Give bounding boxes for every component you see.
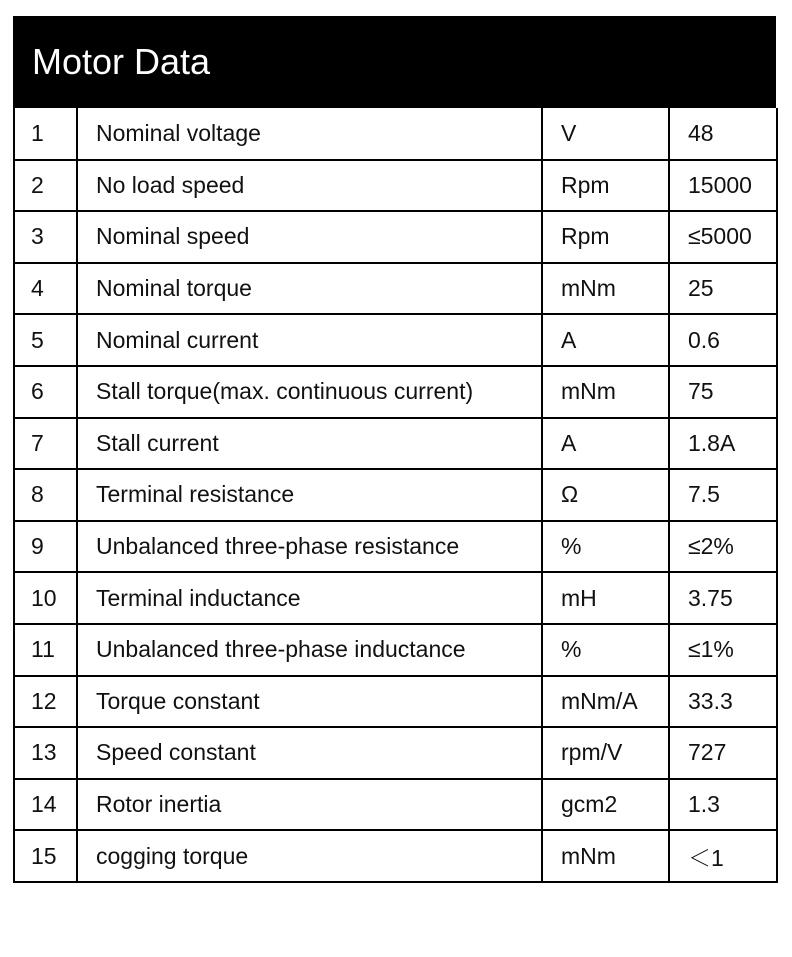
unit-cell: mH bbox=[542, 572, 669, 624]
row-number: 15 bbox=[14, 830, 77, 882]
row-number: 10 bbox=[14, 572, 77, 624]
unit-cell: Rpm bbox=[542, 160, 669, 212]
unit-cell: mNm bbox=[542, 830, 669, 882]
motor-data-table bbox=[13, 16, 776, 883]
value-cell: 75 bbox=[669, 366, 777, 418]
parameter-name: Stall current bbox=[77, 418, 542, 470]
value-cell: 1.3 bbox=[669, 779, 777, 831]
parameter-name: No load speed bbox=[77, 160, 542, 212]
value-cell: 33.3 bbox=[669, 676, 777, 728]
value-cell: ≤5000 bbox=[669, 211, 777, 263]
value-cell: 3.75 bbox=[669, 572, 777, 624]
motor-spec-grid bbox=[13, 108, 778, 883]
table-row bbox=[14, 521, 777, 573]
row-number: 4 bbox=[14, 263, 77, 315]
parameter-name: Terminal resistance bbox=[77, 469, 542, 521]
unit-cell: V bbox=[542, 108, 669, 160]
row-number: 5 bbox=[14, 314, 77, 366]
value-cell: 15000 bbox=[669, 160, 777, 212]
parameter-name: Unbalanced three-phase resistance bbox=[77, 521, 542, 573]
table-row bbox=[14, 624, 777, 676]
row-number: 13 bbox=[14, 727, 77, 779]
parameter-name: Nominal torque bbox=[77, 263, 542, 315]
value-cell: 0.6 bbox=[669, 314, 777, 366]
row-number: 11 bbox=[14, 624, 77, 676]
unit-cell: Rpm bbox=[542, 211, 669, 263]
value-cell: 48 bbox=[669, 108, 777, 160]
table-header bbox=[13, 16, 776, 108]
value-cell: 7.5 bbox=[669, 469, 777, 521]
table-row bbox=[14, 366, 777, 418]
parameter-name: Nominal voltage bbox=[77, 108, 542, 160]
unit-cell: gcm2 bbox=[542, 779, 669, 831]
parameter-name: Nominal current bbox=[77, 314, 542, 366]
table-title: Motor Data bbox=[32, 41, 211, 82]
parameter-name: Unbalanced three-phase inductance bbox=[77, 624, 542, 676]
table-row bbox=[14, 314, 777, 366]
unit-cell: A bbox=[542, 418, 669, 470]
value-cell: ≤1% bbox=[669, 624, 777, 676]
table-row bbox=[14, 418, 777, 470]
parameter-name: Terminal inductance bbox=[77, 572, 542, 624]
table-row bbox=[14, 727, 777, 779]
value-cell: 727 bbox=[669, 727, 777, 779]
unit-cell: mNm bbox=[542, 366, 669, 418]
parameter-name: Speed constant bbox=[77, 727, 542, 779]
table-body bbox=[14, 108, 777, 882]
unit-cell: rpm/V bbox=[542, 727, 669, 779]
table-row bbox=[14, 676, 777, 728]
table-row bbox=[14, 108, 777, 160]
value-cell: 1.8A bbox=[669, 418, 777, 470]
table-row bbox=[14, 572, 777, 624]
row-number: 2 bbox=[14, 160, 77, 212]
table-row bbox=[14, 263, 777, 315]
table-row bbox=[14, 779, 777, 831]
row-number: 7 bbox=[14, 418, 77, 470]
parameter-name: cogging torque bbox=[77, 830, 542, 882]
value-cell: 25 bbox=[669, 263, 777, 315]
row-number: 12 bbox=[14, 676, 77, 728]
unit-cell: mNm bbox=[542, 263, 669, 315]
row-number: 3 bbox=[14, 211, 77, 263]
unit-cell: % bbox=[542, 624, 669, 676]
parameter-name: Rotor inertia bbox=[77, 779, 542, 831]
value-cell: ≤2% bbox=[669, 521, 777, 573]
table-row bbox=[14, 469, 777, 521]
table-row bbox=[14, 211, 777, 263]
row-number: 14 bbox=[14, 779, 77, 831]
row-number: 6 bbox=[14, 366, 77, 418]
table-row bbox=[14, 830, 777, 882]
unit-cell: % bbox=[542, 521, 669, 573]
unit-cell: Ω bbox=[542, 469, 669, 521]
parameter-name: Stall torque(max. continuous current) bbox=[77, 366, 542, 418]
row-number: 8 bbox=[14, 469, 77, 521]
parameter-name: Torque constant bbox=[77, 676, 542, 728]
table-row bbox=[14, 160, 777, 212]
parameter-name: Nominal speed bbox=[77, 211, 542, 263]
row-number: 1 bbox=[14, 108, 77, 160]
value-cell: ＜1 bbox=[669, 830, 777, 882]
unit-cell: mNm/A bbox=[542, 676, 669, 728]
row-number: 9 bbox=[14, 521, 77, 573]
unit-cell: A bbox=[542, 314, 669, 366]
